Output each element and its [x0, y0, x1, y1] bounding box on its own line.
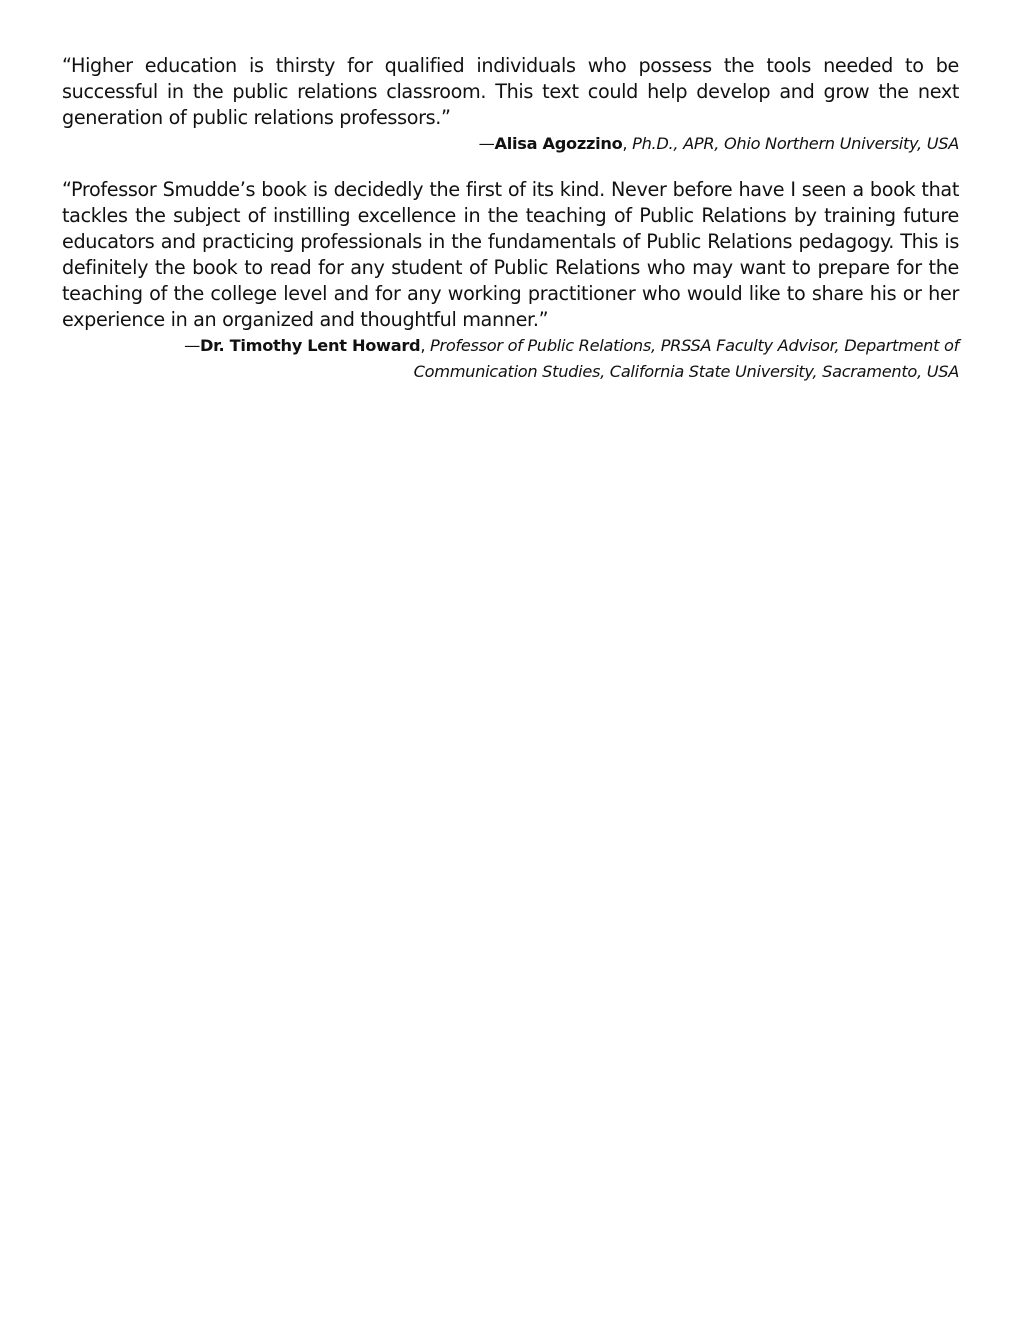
endorsement-quote: “Higher education is thirsty for qualified individuals who possess the tools needed to be successful in the public relations classroom. This text could help develop and grow the next generation of public relations professors.”	[62, 54, 959, 129]
endorsement-attribution	[62, 333, 959, 385]
endorser-credentials: Professor of Public Relations, PRSSA Faculty Advisor, Department of Communication Studies, California State University, Sacramento, USA	[413, 336, 959, 381]
attribution-separator: ,	[622, 134, 633, 153]
endorsement-quote: “Professor Smudde’s book is decidedly the first of its kind. Never before have I seen a book that tackles the subject of instilling excellence in the teaching of Public Relations by training future educators and practicing professionals in the fundamentals of Public Relations pedagogy. This is definitely the book to read for any student of Public Relations who may want to prepare for the teaching of the college level and for any working practitioner who would like to share his or her experience in an organized and thoughtful manner.”	[62, 178, 959, 331]
endorsement-2	[62, 177, 959, 385]
endorser-name: Alisa Agozzino	[494, 134, 623, 153]
attribution-separator: ,	[420, 336, 431, 355]
attribution-dash: —	[184, 336, 200, 355]
attribution-dash: —	[478, 134, 495, 153]
endorser-credentials: Ph.D., APR, Ohio Northern University, USA	[632, 134, 959, 153]
endorser-name: Dr. Timothy Lent Howard	[199, 336, 421, 355]
endorsement-1	[62, 53, 959, 157]
endorsement-attribution	[62, 131, 959, 157]
endorsements-page	[62, 53, 959, 385]
